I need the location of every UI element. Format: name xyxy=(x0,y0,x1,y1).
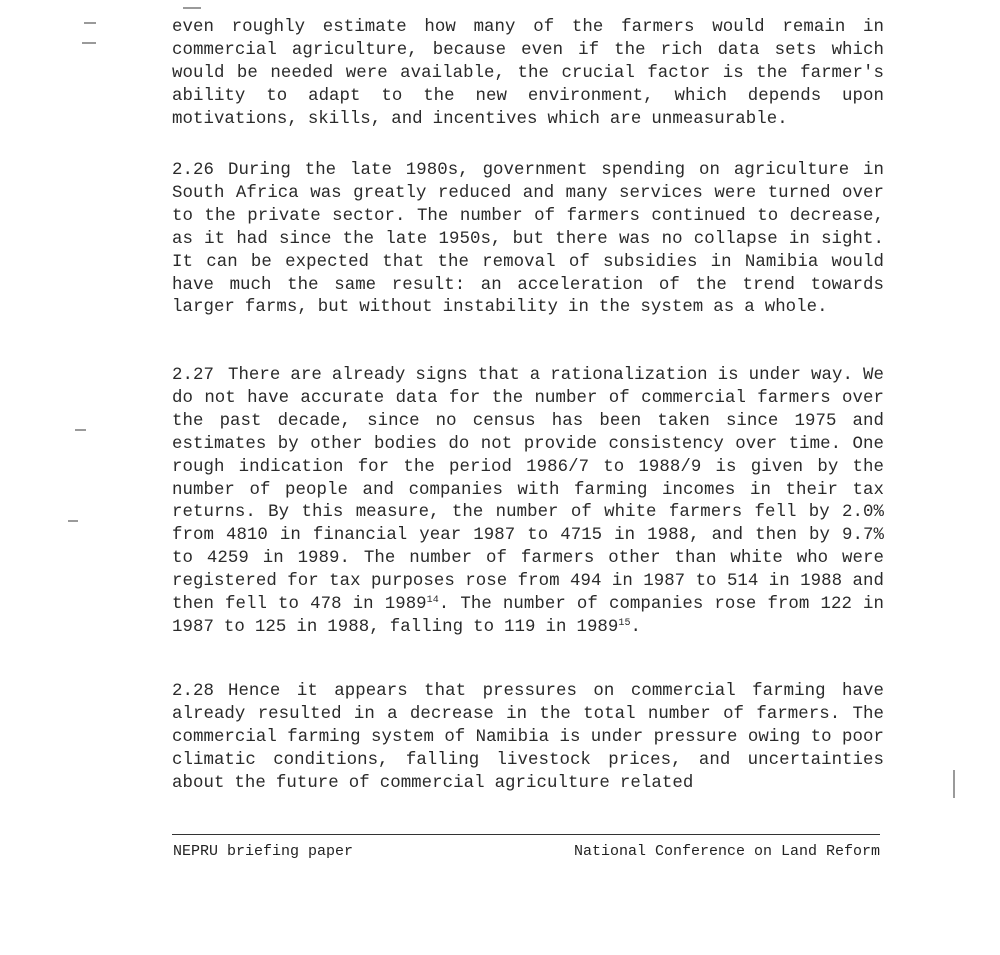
paragraph-continuation xyxy=(172,17,884,132)
paragraph-2-28 xyxy=(172,681,884,796)
margin-mark xyxy=(68,520,78,522)
footer-publication: NEPRU briefing paper xyxy=(173,843,354,860)
margin-mark xyxy=(84,22,96,24)
paragraph-text: During the late 1980s, government spending on agriculture in South Africa was greatly reduced and many services were turned over to the private sector. The number of farmers continued to decrease, as it had since the late 1950s, but there was no collapse in sight. It can be expected that the removal of subsidies in Namibia would have much the same result: an acceleration of the trend towards larger farms, but without instability in the system as a whole. xyxy=(172,161,884,318)
paragraph-number: 2.26 xyxy=(172,161,214,180)
paragraph-text: Hence it appears that pressures on commercial farming have already resulted in a decrease in the total number of farmers. The commercial farming system of Namibia is under pressure owing to poor climatic conditions, falling livestock prices, and uncertainties about the future of commercial agriculture related xyxy=(172,682,884,793)
paragraph-text-end: . xyxy=(630,617,642,637)
footnote-marker[interactable]: 14 xyxy=(426,595,439,607)
paragraph-2-26 xyxy=(172,160,884,320)
paragraph-2-27 xyxy=(172,365,884,640)
footer-conference: National Conference on Land Reform xyxy=(573,843,880,860)
margin-mark xyxy=(82,42,96,44)
margin-mark xyxy=(75,429,86,431)
paragraph-text-continued: . The number of companies rose from 122 in 1987 to 125 in 1988, falling to 119 in 1989 xyxy=(172,595,884,637)
footer-divider xyxy=(172,834,880,835)
margin-mark xyxy=(953,770,955,798)
paragraph-text: There are already signs that a rationalization is under way. We do not have accurate data for the number of commercial farmers over the past decade, since no census has been taken since 1975 and estimates by other bodies do not provide consistency over time. One rough indication for the period 1986/7 to 1988/9 is given by the number of people and companies with farming incomes in their tax returns. By this measure, the number of white farmers fell by 2.0% from 4810 in financial year 1987 to 4715 in 1988, and then by 9.7% to 4259 in 1989. The number of farmers other than white who were registered for tax purposes rose from 494 in 1987 to 514 in 1988 and then fell to 478 in 1989 xyxy=(172,366,884,615)
margin-mark xyxy=(183,7,201,9)
paragraph-number: 2.27 xyxy=(172,366,214,385)
paragraph-number: 2.28 xyxy=(172,682,214,701)
footnote-marker[interactable]: 15 xyxy=(618,617,631,629)
paragraph-text: even roughly estimate how many of the farmers would remain in commercial agriculture, because even if the rich data sets which would be needed were available, the crucial factor is the farmer's ability to adapt to the new environment, which depends upon motivations, skills, and incentives which are unmeasurable. xyxy=(172,18,884,129)
